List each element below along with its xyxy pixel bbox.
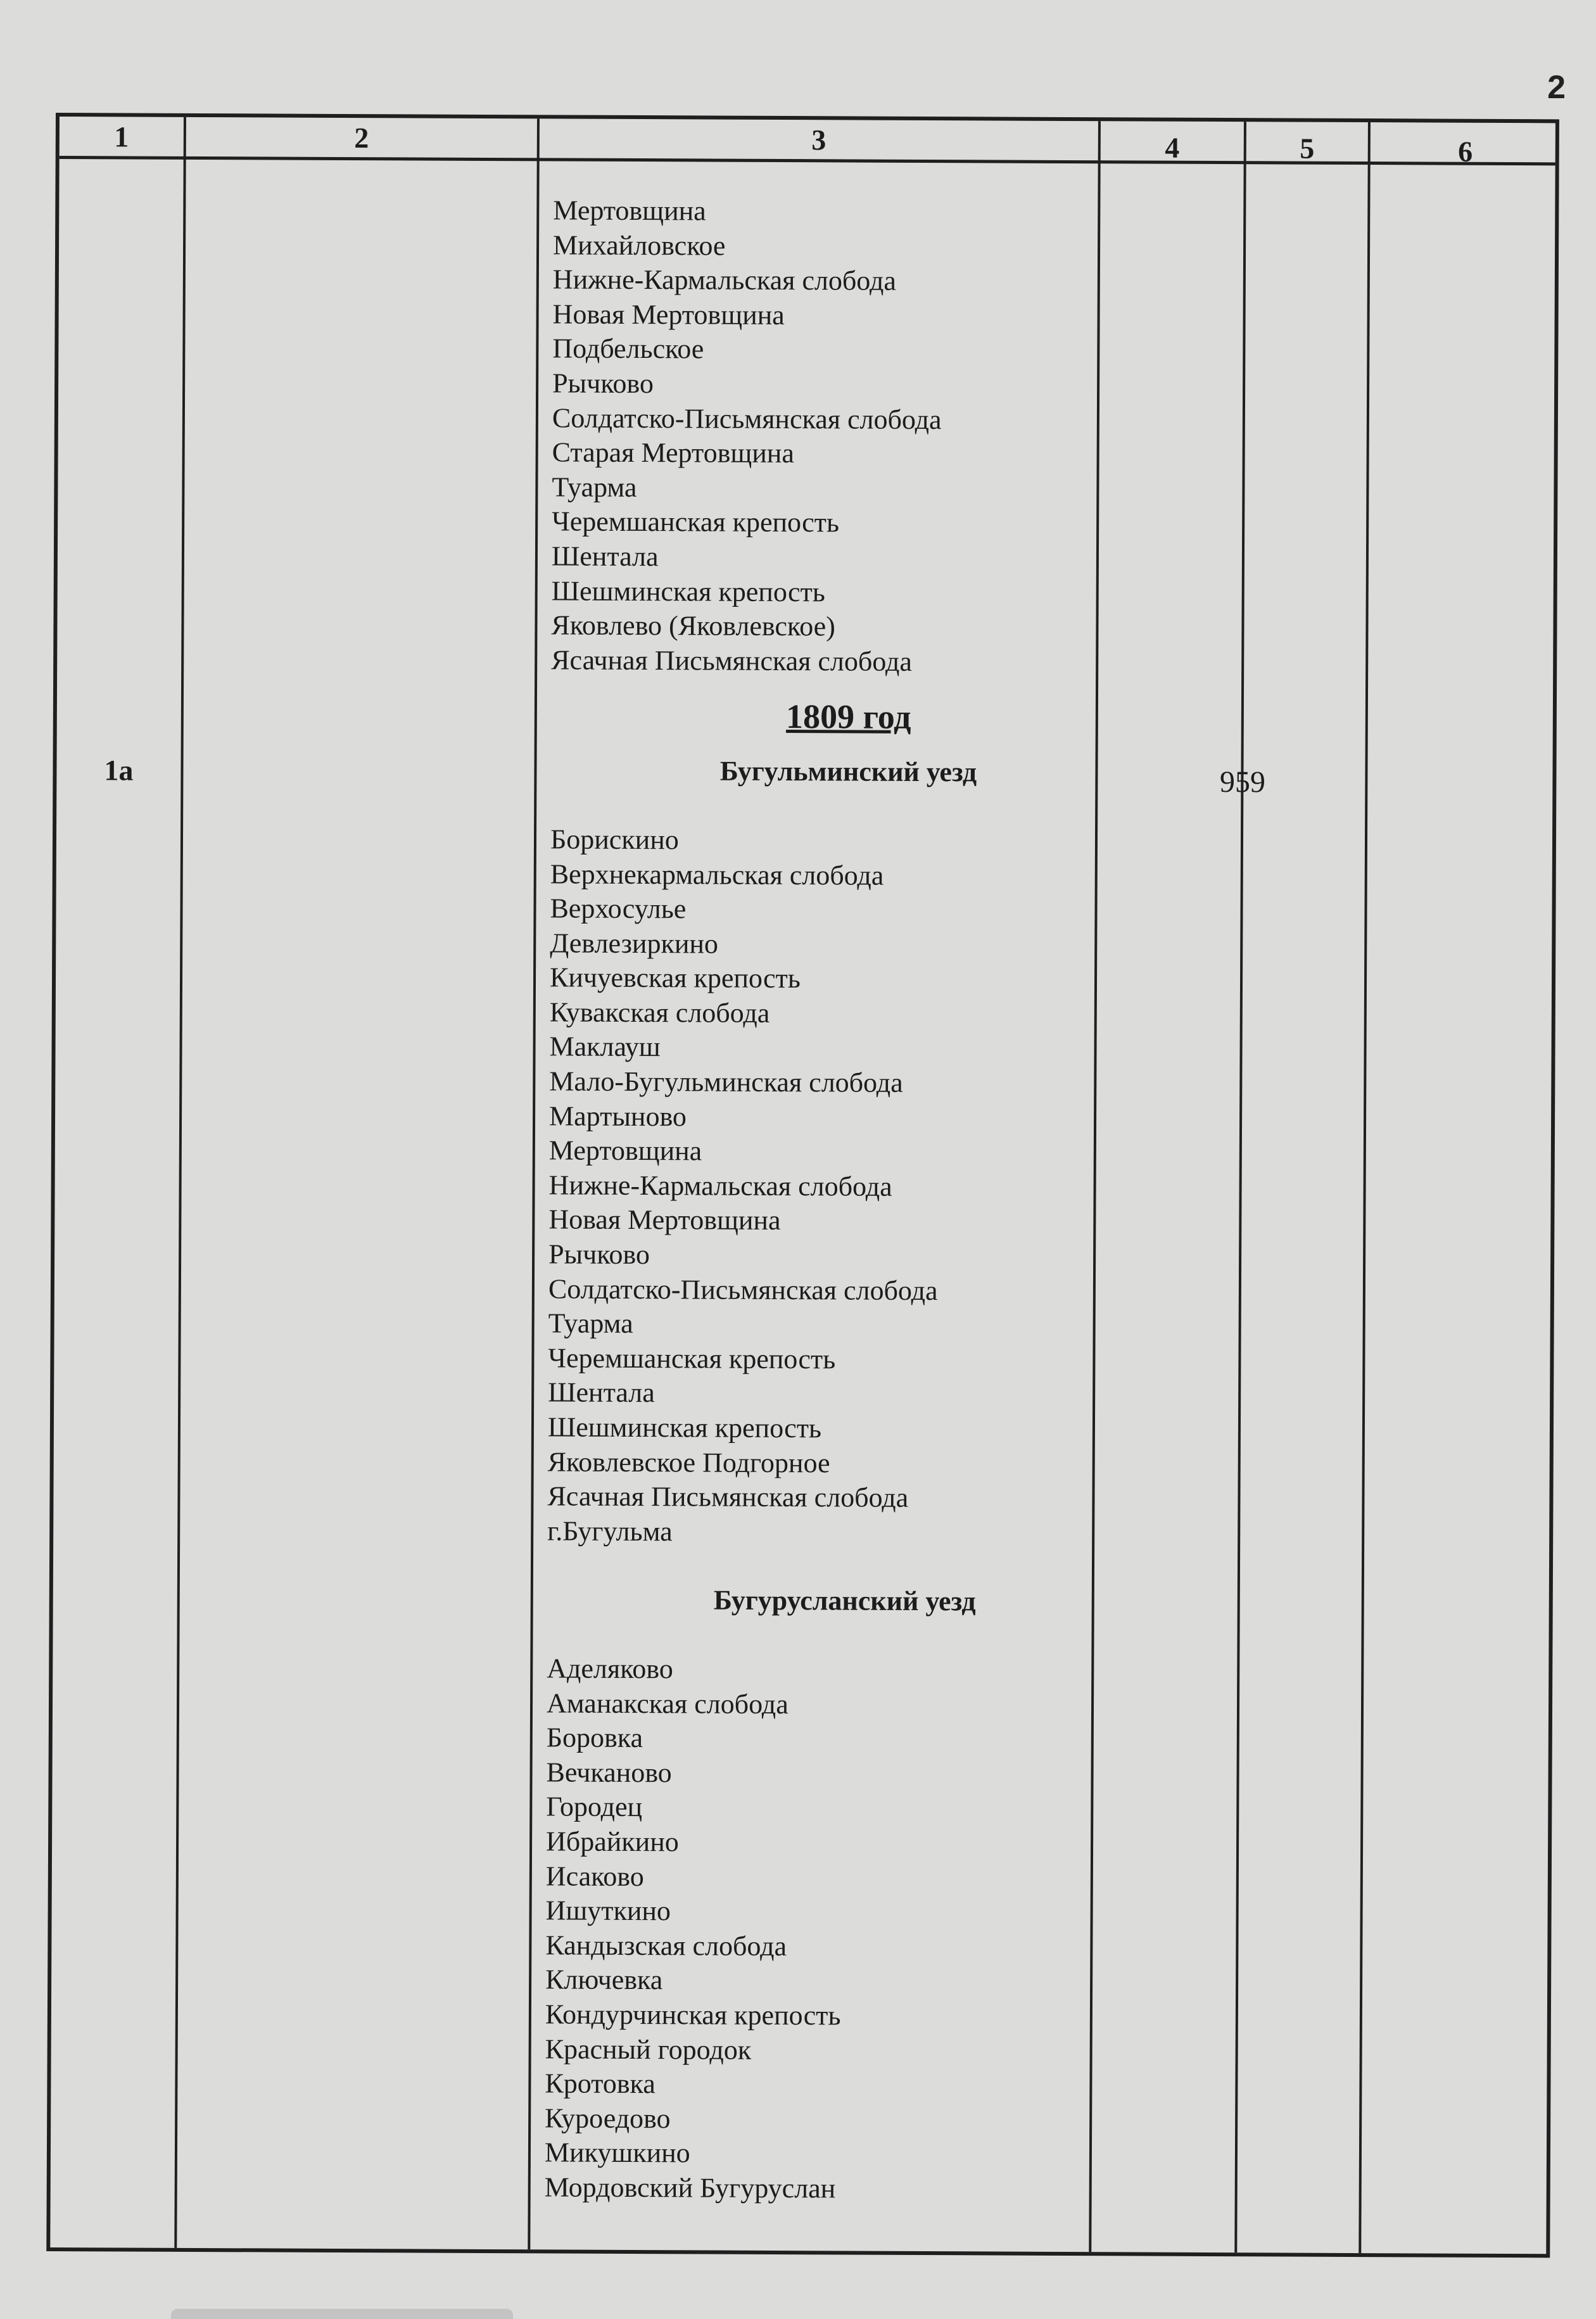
place-name: Туарма (552, 471, 637, 503)
place-name: Солдатско-Письмянская слобода (548, 1273, 938, 1306)
district-places-list (545, 1651, 1143, 2208)
place-name: Яковлевское Подгорное (547, 1446, 830, 1478)
column-header-2: 2 (354, 121, 369, 154)
place-name: Шентала (548, 1376, 655, 1409)
place-name: Рычково (548, 1238, 650, 1271)
district-section (545, 1583, 1143, 2208)
place-name: Городец (546, 1791, 643, 1823)
place-name: Борискино (550, 823, 679, 856)
place-name: Кандызская слобода (545, 1929, 787, 1962)
place-name: Микушкино (544, 2137, 690, 2169)
place-name: Новая Мертовщина (548, 1204, 781, 1236)
column-divider (1358, 122, 1371, 2253)
place-name: Маклауш (549, 1031, 661, 1063)
place-name: Вечканово (546, 1757, 672, 1789)
place-name: Ишуткино (545, 1895, 671, 1927)
place-name: Новая Мертовщина (552, 298, 785, 331)
place-name: Верхнекармальская слобода (550, 858, 884, 891)
place-name: Шешминская крепость (551, 575, 825, 607)
place-name: Аманакская слобода (546, 1687, 788, 1720)
place-name: Михайловское (552, 229, 726, 262)
column-header-1: 1 (114, 120, 129, 153)
place-name: Ясачная Письмянская слобода (547, 1480, 909, 1514)
place-name: Рычково (552, 367, 654, 400)
place-name: Куроедово (545, 2102, 671, 2134)
place-name: Боровка (546, 1722, 643, 1754)
place-name: Мертовщина (548, 1134, 702, 1167)
column-divider (174, 117, 186, 2248)
place-name: Исаково (545, 1860, 644, 1892)
place-name: Нижне-Кармальская слобода (552, 264, 897, 296)
place-name: Подбельское (552, 333, 704, 365)
district-section (547, 754, 1146, 1551)
column-divider (1234, 122, 1246, 2252)
place-name: Девлезиркино (550, 927, 719, 960)
place-name: Черемшанская крепость (552, 505, 840, 538)
place-name: Кротовка (545, 2068, 656, 2100)
place-name: Красный городок (545, 2033, 752, 2066)
place-name: Солдатско-Письмянская слобода (552, 402, 942, 435)
register-table (46, 113, 1559, 2258)
district-places-list (547, 822, 1146, 1551)
place-name: Ясачная Письмянская слобода (551, 644, 913, 677)
section-gap (547, 1549, 1143, 1585)
district-title: Бугульминский уезд (719, 755, 977, 788)
place-name: Яковлево (Яковлевское) (551, 609, 835, 642)
column-header-4: 4 (1165, 131, 1180, 164)
place-name: Нижне-Кармальская слобода (548, 1169, 892, 1202)
place-name: Ибрайкино (545, 1826, 679, 1858)
place-name: Ключевка (545, 1964, 663, 1996)
place-name: Старая Мертовщина (552, 436, 795, 469)
places-column (545, 193, 1149, 2208)
column-divider (528, 118, 540, 2249)
place-name: Кичуевская крепость (549, 962, 801, 994)
column-header-3: 3 (811, 123, 826, 156)
place-name: Кувакская слобода (549, 996, 770, 1029)
place-name: Черемшанская крепость (548, 1342, 836, 1375)
district-title: Бугурусланский уезд (713, 1584, 976, 1617)
place-name: Мордовский Бугуруслан (544, 2171, 836, 2204)
place-name: Шентала (551, 540, 659, 573)
column-header-6: 6 (1458, 135, 1473, 168)
place-name: Шешминская крепость (547, 1411, 822, 1444)
place-name: Мертовщина (553, 194, 706, 227)
row-number: 1а (104, 754, 134, 787)
place-name: Туарма (548, 1307, 633, 1340)
place-name: Мало-Бугульминская слобода (549, 1065, 903, 1098)
page-number: 2 (1547, 69, 1566, 106)
place-name: г.Бугульма (547, 1515, 673, 1547)
binder-tab (171, 2309, 513, 2319)
place-name: Верхосулье (550, 893, 687, 925)
continued-places-list (551, 193, 1148, 680)
place-name: Аделяково (547, 1653, 673, 1685)
column-header-5: 5 (1300, 132, 1315, 165)
place-name: Кондурчинская крепость (545, 1998, 841, 2031)
count-value: 959 (1219, 765, 1266, 799)
year-heading: 1809 год (786, 697, 911, 737)
place-name: Мартыново (548, 1100, 687, 1133)
